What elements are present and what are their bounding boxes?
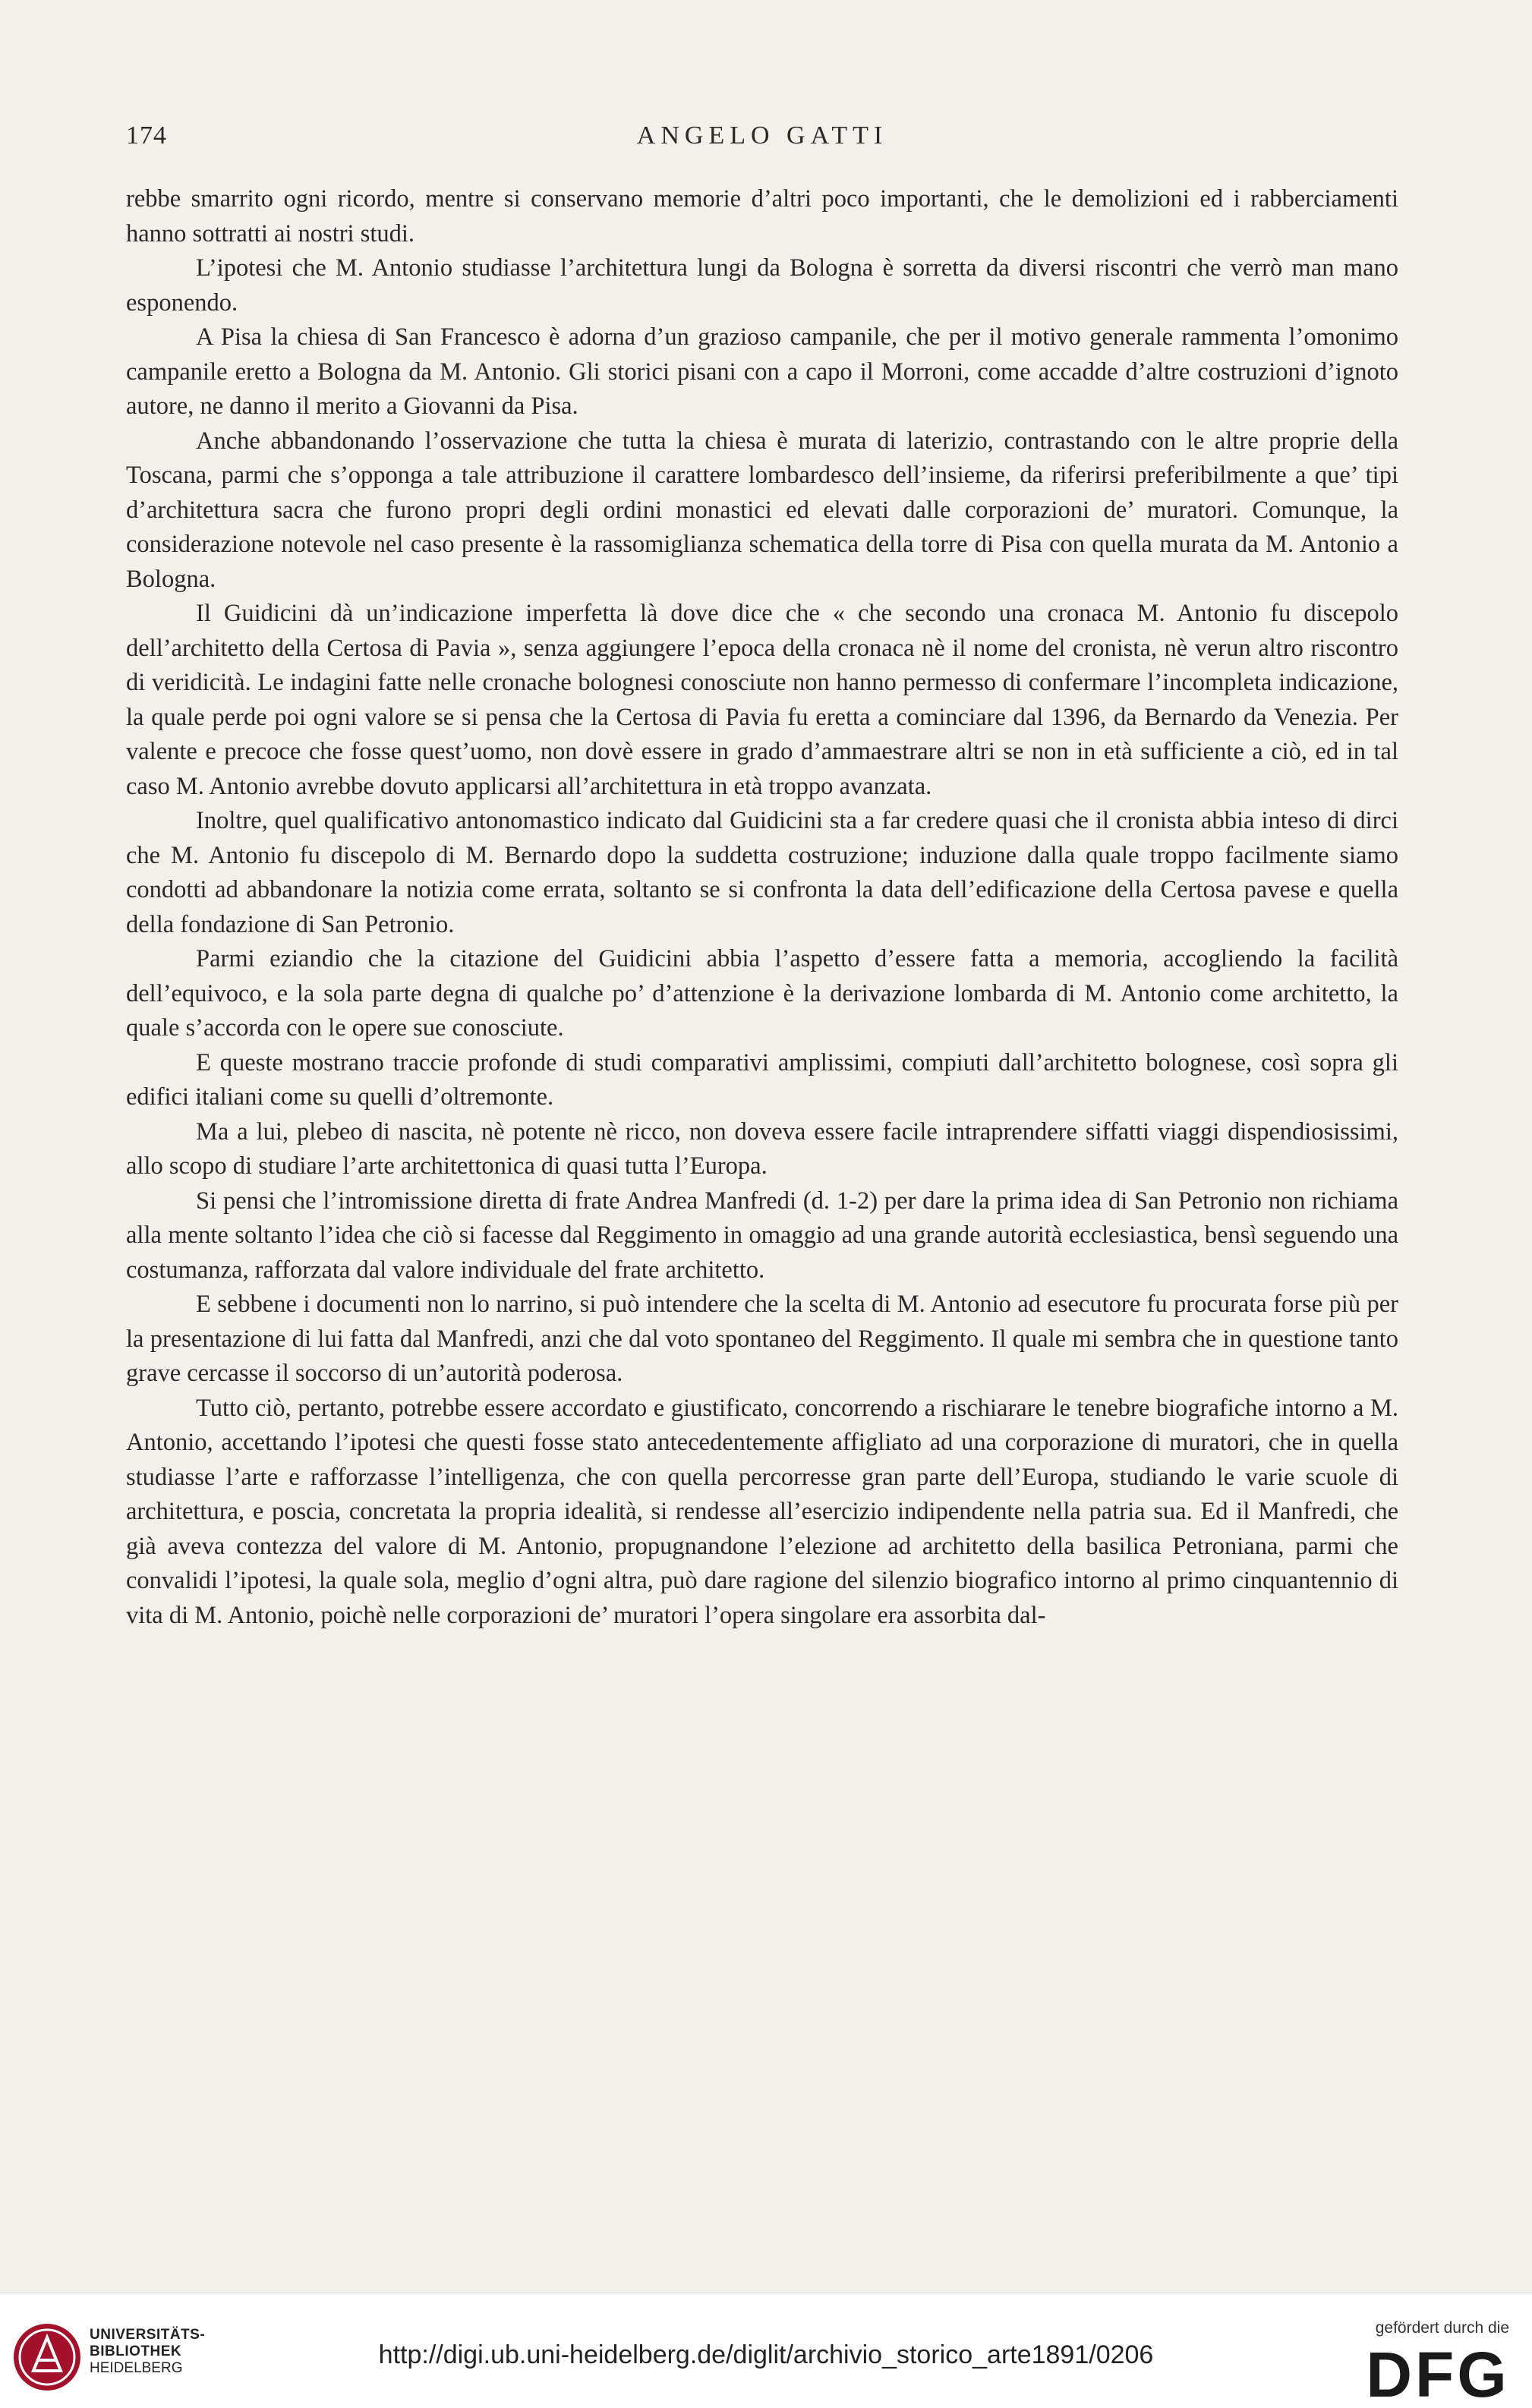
paragraph: Ma a lui, plebeo di nascita, nè potente nè ricco, non doveva essere facile intraprendere siffatti viaggi dispendiosissimi, allo scopo di studiare l’arte architettonica di quasi tutta l’Europa. (126, 1117, 1398, 1180)
paragraph: Il Guidicini dà un’indicazione imperfetta là dove dice che « che secondo una cronaca M. Antonio fu discepolo dell’architetto della Certosa di Pavia », senza aggiungere l’epoca della cronaca nè il nome del cronista, nè verun altro riscontro di veridicità. Le indagini fatte nelle cronache bolognesi conosciute non hanno permesso di confermare l’incompleta indicazione, la quale perde poi ogni valore se si pensa che la Certosa di Pavia fu eretta a cominciare dal 1396, da Bernardo da Venezia. Per valente e precoce che fosse quest’uomo, non dovè essere in grado d’ammaestrare altri se non in età sufficiente a ciò, ed in tal caso M. Antonio avrebbe dovuto applicarsi all’architettura in età troppo avanzata. (126, 600, 1398, 800)
viewer-footer (0, 2293, 1532, 2408)
paragraph: E sebbene i documenti non lo narrino, si può intendere che la scelta di M. Antonio ad esecutore fu procurata forse più per la presentazione di lui fatta dal Manfredi, anzi che dal voto spontaneo del Reggimento. Il quale mi sembra che in questione tanto grave cercasse il soccorso di un’autorità poderosa. (126, 1291, 1398, 1387)
paragraph: rebbe smarrito ogni ricordo, mentre si conservano memorie d’altri poco importanti, che le demolizioni ed i rabberciamenti hanno sottratti ai nostri studi. (126, 185, 1398, 247)
paragraph: E queste mostrano traccie profonde di studi comparativi amplissimi, compiuti dall’architetto bolognese, così sopra gli edifici italiani come su quelli d’oltremonte. (126, 1048, 1398, 1111)
running-head (126, 121, 1398, 167)
paragraph: Inoltre, quel qualificativo antonomastico indicato dal Guidicini sta a far credere quasi che il cronista abbia inteso di dirci che M. Antonio fu discepolo di M. Bernardo dopo la suddetta costruzione; induzione dalla quale troppo facilmente siamo condotti ad abbandonare la notizia come errata, soltanto se si confronta la data dell’edificazione della Certosa pavese e quella della fondazione di San Petronio. (126, 807, 1398, 938)
page-number: 174 (126, 121, 167, 150)
paragraph: A Pisa la chiesa di San Francesco è adorna d’un grazioso campanile, che per il motivo generale rammenta l’omonimo campanile eretto a Bologna da M. Antonio. Gli storici pisani con a capo il Morroni, come accadde d’altre costruzioni d’ignoto autore, ne danno il merito a Giovanni da Pisa. (126, 323, 1398, 420)
funded-by-label: gefördert durch die (1375, 2319, 1509, 2337)
dfg-logo-icon (1363, 2343, 1512, 2403)
paragraph: Si pensi che l’intromissione diretta di frate Andrea Manfredi (d. 1-2) per dare la prima idea di San Petronio non richiama alla mente soltanto l’idea che ciò si facesse dal Reggimento in omaggio ad una grande autorità ecclesiastica, bensì seguendo una costumanza, rafforzata dal valore individuale del frate architetto. (126, 1187, 1398, 1284)
body-text (126, 182, 1398, 1633)
paragraph: Anche abbandonando l’osservazione che tutta la chiesa è murata di laterizio, contrastando con le altre proprie della Toscana, parmi che s’opponga a tale attribuzione il carattere lombardesco dell’insieme, da riferirsi preferibilmente a que’ tipi d’architettura sacra che furono propri degli ordini monastici ed elevati dalle corporazioni de’ muratori. Comunque, la considerazione notevole nel caso presente è la rassomiglianza schematica della torre di Pisa con quella murata da M. Antonio a Bologna. (126, 427, 1398, 593)
library-line: UNIVERSITÄTS- (90, 2327, 206, 2343)
permalink-url[interactable]: http://digi.ub.uni-heidelberg.de/diglit/archivio_storico_arte1891/0206 (378, 2340, 1154, 2369)
library-line: BIBLIOTHEK (90, 2343, 182, 2359)
paragraph: Parmi eziandio che la citazione del Guidicini abbia l’aspetto d’essere fatta a memoria, accogliendo la facilità dell’equivoco, e la sola parte degna di qualche po’ d’attenzione è la derivazione lombarda di M. Antonio come architetto, la quale s’accorda con le opere sue conosciute. (126, 945, 1398, 1042)
library-line: HEIDELBERG (90, 2360, 183, 2376)
dfg-logo-text: DFG (1366, 2343, 1510, 2403)
paragraph: L’ipotesi che M. Antonio studiasse l’architettura lungi da Bologna è sorretta da diversi riscontri che verrò man mano esponendo. (126, 254, 1398, 317)
running-title: ANGELO GATTI (636, 121, 888, 150)
paragraph: Tutto ciò, pertanto, potrebbe essere accordato e giustificato, concorrendo a rischiarare le tenebre biografiche intorno a M. Antonio, accettando l’ipotesi che questi fosse stato antecedentemente affigliato ad una corporazione di muratori, che in quella studiasse l’arte e rafforzasse l’intelligenza, che con quella percorresse gran parte dell’Europa, studiando le varie scuole di architettura, e poscia, concretata la propria idealità, si rendesse all’esercizio indipendente nella patria sua. Ed il Manfredi, che già aveva contezza del valore di M. Antonio, propugnandone l’elezione ad architetto della basilica Petroniana, parmi che convalidi l’ipotesi, la quale sola, meglio d’ogni altra, può dare ragione del silenzio biografico intorno al primo cinquantennio di vita di M. Antonio, poichè nelle corporazioni de’ muratori l’opera singolare era assorbita dal- (126, 1394, 1398, 1629)
